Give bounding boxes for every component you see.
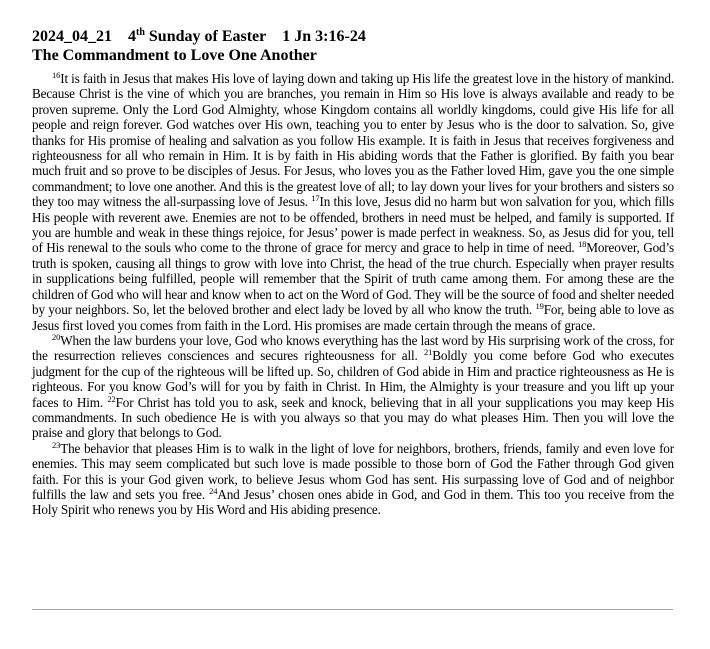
document-title: The Commandment to Love One Another (32, 47, 317, 64)
occasion-label: 4th Sunday of Easter (128, 27, 267, 45)
verse-text: The behavior that pleases Him is to walk in the light of love for neighbors, brothers, friends, family and even love for enemies. This may seem complicated but such love is made possible to those born of God the Father through God given faith. For this is your God given work, to believe Jesus whom God has sent. His surpassing love of God and of neighbor fulfills the law and sets you free. (32, 440, 674, 502)
date-label: 2024_04_21 (32, 28, 112, 45)
verse-text: When the law burdens your love, God who knows everything has the last word by His surprising work of the cross, for the resurrection relieves consciences and secures righteousness for all. (32, 332, 674, 364)
verse-number: 21 (423, 347, 433, 358)
document-page (32, 27, 674, 518)
footer-divider (32, 609, 673, 610)
verse-text: In this love, Jesus did no harm but won salvation for you, which fills His people with reverent awe. Enemies are not to be offended, brothers in need must be helped, and family is supported. If you are humble and weak in these things rejoice, for Jesus’ power is made perfect in weakness. So, as Jesus did for you, tell of His renewal to the souls who come to the throne of grace for mercy and grace to help in time of need. (32, 194, 674, 256)
paragraph-1 (32, 71, 674, 333)
verse-number: 23 (52, 439, 61, 450)
document-header (32, 27, 674, 65)
verse-number: 18 (578, 239, 587, 250)
verse-number: 22 (107, 393, 116, 404)
verse-text: Boldly you come before God who executes judgment for the cup of the righteous will be lifted up. So, children of God abide in Him and practice righteousness as He is righteous. For you know God’s will for you by faith in Christ. In Him, the Almighty is your treasure and you lift up your faces to Him. (32, 348, 674, 410)
header-line (32, 27, 674, 46)
verse-number: 24 (209, 485, 218, 496)
verse-number: 16 (52, 70, 61, 80)
body-text (32, 71, 674, 518)
verse-number: 20 (52, 331, 61, 342)
paragraph-2 (32, 333, 674, 441)
verse-text: It is faith in Jesus that makes His love of laying down and taking up His life the greatest love in the history of mankind. Because Christ is the vine of which you are branches, you remain in Him so His love is always available and ready to be proven supreme. Only the Lord God Almighty, whose Kingdom contains all worldly kingdoms, could give His life for all people and reign forever. God watches over His own, teaching you to enter by Jesus who is the door to salvation. So, give thanks for His promise of healing and salvation as you follow His example. It is faith in Jesus that receives forgiveness and righteousness for all who remain in Him. It is by faith in His abiding words that the Father is glorified. By faith you bear much fruit and so prove to be disciples of Jesus. For Jesus, who loves you as the Father loved Him, gave you the one simple commandment; to love one another. And this is the greatest love of all; to lay down your lives for your brothers and sisters so they too may witness the all-surpassing love of Jesus. (32, 71, 674, 210)
verse-number: 19 (535, 301, 544, 312)
scripture-reference: 1 Jn 3:16-24 (282, 28, 366, 45)
paragraph-3 (32, 441, 674, 518)
verse-number: 17 (311, 193, 320, 204)
verse-text: And Jesus’ chosen ones abide in God, and God in them. This too you receive from the Holy Spirit who renews you by His Word and His abiding presence. (32, 486, 674, 518)
verse-text: For, being able to love as Jesus first loved you comes from faith in the Lord. His promises are made certain through the means of grace. (32, 302, 675, 333)
verse-text: For Christ has told you to ask, seek and knock, believing that in all your supplications you may keep His commandments. In such obedience He is with you always so that you may do what pleases Him. Then you will love the praise and glory that belongs to God. (32, 394, 675, 441)
verse-text: Moreover, God’s truth is spoken, causing all things to grow with love into Christ, the head of the true church. Especially when prayer results in supplications being fulfilled, people will remember that the Spirit of truth came among them. For among these are the children of God who will hear and know when to act on the Word of God. They will be the source of food and shelter needed by your neighbors. So, let the beloved brother and elect lady be loved by all who know the truth. (32, 240, 674, 318)
